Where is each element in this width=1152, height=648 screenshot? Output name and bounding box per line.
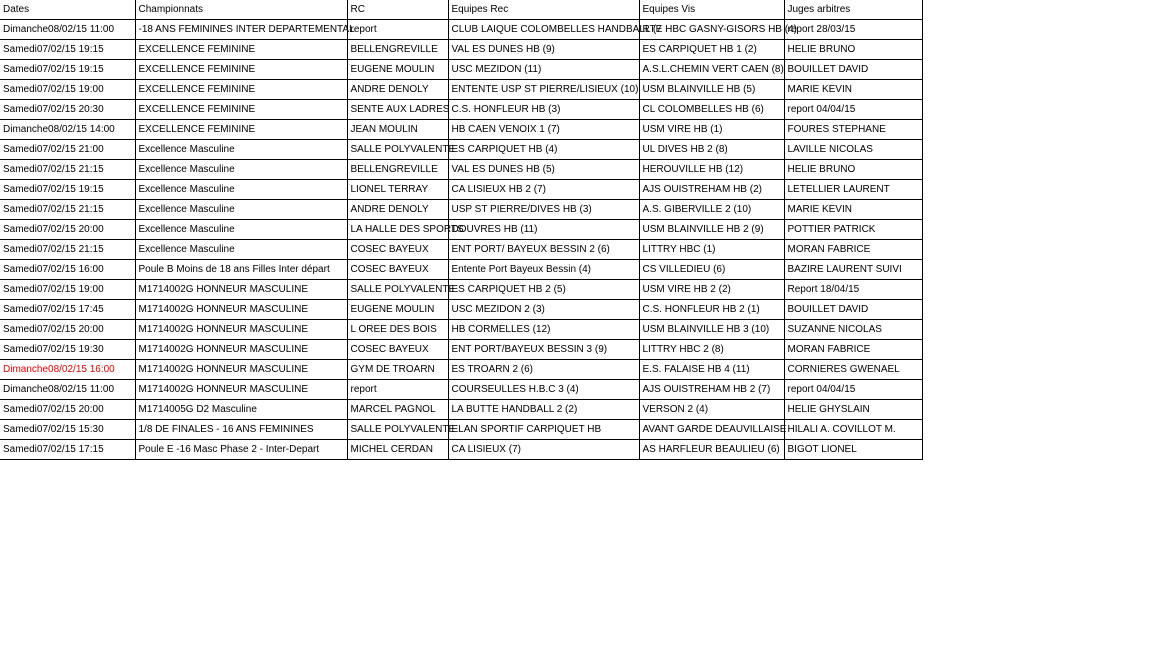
- table-row: [0, 400, 922, 420]
- table-row: [0, 60, 922, 80]
- table-row: [0, 80, 922, 100]
- cell-equipe-vis[interactable]: ES CARPIQUET HB 1 (2): [639, 40, 784, 60]
- cell-rc[interactable]: report: [347, 20, 448, 40]
- cell-equipe-rec[interactable]: COURSEULLES H.B.C 3 (4): [448, 380, 639, 400]
- cell-rc[interactable]: BELLENGREVILLE: [347, 40, 448, 60]
- cell-equipe-rec[interactable]: ES TROARN 2 (6): [448, 360, 639, 380]
- cell-championnat[interactable]: EXCELLENCE FEMININE: [135, 40, 347, 60]
- table-row: [0, 440, 922, 460]
- cell-championnat[interactable]: Poule B Moins de 18 ans Filles Inter départ: [135, 260, 347, 280]
- header-equipes-vis[interactable]: Equipes Vis: [639, 0, 784, 20]
- cell-date[interactable]: Samedi07/02/15 19:30: [0, 340, 135, 360]
- cell-date[interactable]: Samedi07/02/15 17:15: [0, 440, 135, 460]
- cell-juges-arbitres[interactable]: CORNIERES GWENAEL: [784, 360, 922, 380]
- table-row: [0, 260, 922, 280]
- cell-equipe-rec[interactable]: VAL ES DUNES HB (5): [448, 160, 639, 180]
- cell-juges-arbitres[interactable]: BAZIRE LAURENT SUIVI: [784, 260, 922, 280]
- cell-equipe-vis[interactable]: AS HARFLEUR BEAULIEU (6): [639, 440, 784, 460]
- cell-championnat[interactable]: M1714002G HONNEUR MASCULINE: [135, 360, 347, 380]
- cell-championnat[interactable]: Excellence Masculine: [135, 160, 347, 180]
- cell-date[interactable]: Samedi07/02/15 19:15: [0, 40, 135, 60]
- table-row: [0, 40, 922, 60]
- cell-date[interactable]: Dimanche08/02/15 14:00: [0, 120, 135, 140]
- cell-juges-arbitres[interactable]: FOURES STEPHANE: [784, 120, 922, 140]
- cell-rc[interactable]: SALLE POLYVALENTE: [347, 280, 448, 300]
- cell-equipe-rec[interactable]: DOUVRES HB (11): [448, 220, 639, 240]
- cell-equipe-rec[interactable]: ENT PORT/BAYEUX BESSIN 3 (9): [448, 340, 639, 360]
- cell-championnat[interactable]: Excellence Masculine: [135, 220, 347, 240]
- table-row: [0, 20, 922, 40]
- cell-date[interactable]: Samedi07/02/15 21:00: [0, 140, 135, 160]
- cell-equipe-rec[interactable]: VAL ES DUNES HB (9): [448, 40, 639, 60]
- cell-date[interactable]: Samedi07/02/15 21:15: [0, 200, 135, 220]
- cell-juges-arbitres[interactable]: report 04/04/15: [784, 100, 922, 120]
- cell-championnat[interactable]: -18 ANS FEMININES INTER DEPARTEMENTAL: [135, 20, 347, 40]
- cell-juges-arbitres[interactable]: HILALI A. COVILLOT M.: [784, 420, 922, 440]
- header-dates[interactable]: Dates: [0, 0, 135, 20]
- cell-equipe-vis[interactable]: LITTRY HBC (1): [639, 240, 784, 260]
- cell-equipe-rec[interactable]: HB CAEN VENOIX 1 (7): [448, 120, 639, 140]
- table-row: [0, 420, 922, 440]
- cell-juges-arbitres[interactable]: LAVILLE NICOLAS: [784, 140, 922, 160]
- cell-championnat[interactable]: M1714002G HONNEUR MASCULINE: [135, 380, 347, 400]
- cell-juges-arbitres[interactable]: LETELLIER LAURENT: [784, 180, 922, 200]
- table-row: [0, 320, 922, 340]
- cell-juges-arbitres[interactable]: MORAN FABRICE: [784, 240, 922, 260]
- cell-date[interactable]: Samedi07/02/15 17:45: [0, 300, 135, 320]
- cell-championnat[interactable]: M1714002G HONNEUR MASCULINE: [135, 340, 347, 360]
- cell-championnat[interactable]: M1714002G HONNEUR MASCULINE: [135, 280, 347, 300]
- table-row: [0, 220, 922, 240]
- cell-equipe-rec[interactable]: USP ST PIERRE/DIVES HB (3): [448, 200, 639, 220]
- cell-date[interactable]: Samedi07/02/15 20:00: [0, 220, 135, 240]
- table-row: [0, 360, 922, 380]
- cell-championnat[interactable]: EXCELLENCE FEMININE: [135, 120, 347, 140]
- cell-rc[interactable]: report: [347, 380, 448, 400]
- cell-date[interactable]: Samedi07/02/15 20:00: [0, 400, 135, 420]
- cell-equipe-vis[interactable]: RTE HBC GASNY-GISORS HB (4): [639, 20, 784, 40]
- cell-juges-arbitres[interactable]: report 28/03/15: [784, 20, 922, 40]
- cell-date[interactable]: Samedi07/02/15 19:15: [0, 60, 135, 80]
- cell-equipe-vis[interactable]: CL COLOMBELLES HB (6): [639, 100, 784, 120]
- cell-equipe-vis[interactable]: LITTRY HBC 2 (8): [639, 340, 784, 360]
- cell-championnat[interactable]: M1714005G D2 Masculine: [135, 400, 347, 420]
- cell-date[interactable]: Samedi07/02/15 16:00: [0, 260, 135, 280]
- cell-equipe-rec[interactable]: USC MEZIDON (11): [448, 60, 639, 80]
- cell-rc[interactable]: COSEC BAYEUX: [347, 260, 448, 280]
- cell-equipe-vis[interactable]: UL DIVES HB 2 (8): [639, 140, 784, 160]
- cell-rc[interactable]: COSEC BAYEUX: [347, 240, 448, 260]
- cell-championnat[interactable]: M1714002G HONNEUR MASCULINE: [135, 320, 347, 340]
- cell-juges-arbitres[interactable]: Report 18/04/15: [784, 280, 922, 300]
- cell-equipe-rec[interactable]: CA LISIEUX HB 2 (7): [448, 180, 639, 200]
- header-equipes-rec[interactable]: Equipes Rec: [448, 0, 639, 20]
- cell-rc[interactable]: GYM DE TROARN: [347, 360, 448, 380]
- table-row: [0, 300, 922, 320]
- cell-juges-arbitres[interactable]: HELIE BRUNO: [784, 160, 922, 180]
- cell-championnat[interactable]: Excellence Masculine: [135, 200, 347, 220]
- cell-equipe-vis[interactable]: CS VILLEDIEU (6): [639, 260, 784, 280]
- cell-date[interactable]: Samedi07/02/15 15:30: [0, 420, 135, 440]
- cell-equipe-rec[interactable]: ELAN SPORTIF CARPIQUET HB: [448, 420, 639, 440]
- cell-championnat[interactable]: EXCELLENCE FEMININE: [135, 100, 347, 120]
- table-row: [0, 200, 922, 220]
- cell-rc[interactable]: JEAN MOULIN: [347, 120, 448, 140]
- header-rc[interactable]: RC: [347, 0, 448, 20]
- cell-equipe-vis[interactable]: USM BLAINVILLE HB 2 (9): [639, 220, 784, 240]
- table-row: [0, 380, 922, 400]
- cell-rc[interactable]: SALLE POLYVALENTE: [347, 420, 448, 440]
- table-row: [0, 120, 922, 140]
- cell-equipe-rec[interactable]: ES CARPIQUET HB (4): [448, 140, 639, 160]
- cell-juges-arbitres[interactable]: report 04/04/15: [784, 380, 922, 400]
- cell-equipe-rec[interactable]: ENT PORT/ BAYEUX BESSIN 2 (6): [448, 240, 639, 260]
- header-juges-arbitres[interactable]: Juges arbitres: [784, 0, 922, 20]
- cell-juges-arbitres[interactable]: SUZANNE NICOLAS: [784, 320, 922, 340]
- cell-rc[interactable]: ANDRE DENOLY: [347, 80, 448, 100]
- cell-equipe-rec[interactable]: Entente Port Bayeux Bessin (4): [448, 260, 639, 280]
- table-row: [0, 280, 922, 300]
- cell-date[interactable]: Dimanche08/02/15 11:00: [0, 380, 135, 400]
- cell-equipe-vis[interactable]: C.S. HONFLEUR HB 2 (1): [639, 300, 784, 320]
- cell-championnat[interactable]: Excellence Masculine: [135, 240, 347, 260]
- table-row: [0, 240, 922, 260]
- cell-date[interactable]: Samedi07/02/15 20:30: [0, 100, 135, 120]
- cell-championnat[interactable]: EXCELLENCE FEMININE: [135, 80, 347, 100]
- cell-date[interactable]: Samedi07/02/15 21:15: [0, 240, 135, 260]
- cell-equipe-vis[interactable]: AVANT GARDE DEAUVILLAISE: [639, 420, 784, 440]
- cell-equipe-vis[interactable]: E.S. FALAISE HB 4 (11): [639, 360, 784, 380]
- cell-equipe-rec[interactable]: ES CARPIQUET HB 2 (5): [448, 280, 639, 300]
- table-row: [0, 160, 922, 180]
- cell-rc[interactable]: EUGENE MOULIN: [347, 60, 448, 80]
- cell-equipe-vis[interactable]: AJS OUISTREHAM HB 2 (7): [639, 380, 784, 400]
- cell-juges-arbitres[interactable]: MARIE KEVIN: [784, 80, 922, 100]
- cell-equipe-rec[interactable]: ENTENTE USP ST PIERRE/LISIEUX (10): [448, 80, 639, 100]
- cell-equipe-vis[interactable]: HEROUVILLE HB (12): [639, 160, 784, 180]
- cell-rc[interactable]: EUGENE MOULIN: [347, 300, 448, 320]
- cell-rc[interactable]: SALLE POLYVALENTE: [347, 140, 448, 160]
- cell-juges-arbitres[interactable]: BIGOT LIONEL: [784, 440, 922, 460]
- cell-date[interactable]: Samedi07/02/15 19:00: [0, 280, 135, 300]
- cell-equipe-vis[interactable]: USM BLAINVILLE HB 3 (10): [639, 320, 784, 340]
- cell-juges-arbitres[interactable]: BOUILLET DAVID: [784, 60, 922, 80]
- table-row: [0, 100, 922, 120]
- cell-rc[interactable]: SENTE AUX LADRES: [347, 100, 448, 120]
- cell-date[interactable]: Samedi07/02/15 20:00: [0, 320, 135, 340]
- cell-juges-arbitres[interactable]: HELIE BRUNO: [784, 40, 922, 60]
- cell-championnat[interactable]: Poule E -16 Masc Phase 2 - Inter-Depart: [135, 440, 347, 460]
- cell-date[interactable]: Samedi07/02/15 19:00: [0, 80, 135, 100]
- header-championnats[interactable]: Championnats: [135, 0, 347, 20]
- cell-date[interactable]: Samedi07/02/15 19:15: [0, 180, 135, 200]
- cell-date[interactable]: Dimanche08/02/15 16:00: [0, 360, 135, 380]
- cell-equipe-rec[interactable]: C.S. HONFLEUR HB (3): [448, 100, 639, 120]
- cell-equipe-vis[interactable]: USM VIRE HB 2 (2): [639, 280, 784, 300]
- cell-equipe-vis[interactable]: USM BLAINVILLE HB (5): [639, 80, 784, 100]
- cell-juges-arbitres[interactable]: MORAN FABRICE: [784, 340, 922, 360]
- cell-rc[interactable]: MICHEL CERDAN: [347, 440, 448, 460]
- cell-rc[interactable]: ANDRE DENOLY: [347, 200, 448, 220]
- cell-juges-arbitres[interactable]: HELIE GHYSLAIN: [784, 400, 922, 420]
- table-row: [0, 180, 922, 200]
- cell-equipe-vis[interactable]: USM VIRE HB (1): [639, 120, 784, 140]
- cell-championnat[interactable]: 1/8 DE FINALES - 16 ANS FEMININES: [135, 420, 347, 440]
- cell-juges-arbitres[interactable]: POTTIER PATRICK: [784, 220, 922, 240]
- table-row: [0, 340, 922, 360]
- cell-equipe-vis[interactable]: A.S.L.CHEMIN VERT CAEN (8): [639, 60, 784, 80]
- table-row: [0, 140, 922, 160]
- cell-rc[interactable]: COSEC BAYEUX: [347, 340, 448, 360]
- cell-championnat[interactable]: M1714002G HONNEUR MASCULINE: [135, 300, 347, 320]
- cell-date[interactable]: Dimanche08/02/15 11:00: [0, 20, 135, 40]
- cell-equipe-rec[interactable]: LA BUTTE HANDBALL 2 (2): [448, 400, 639, 420]
- cell-equipe-vis[interactable]: VERSON 2 (4): [639, 400, 784, 420]
- cell-rc[interactable]: LA HALLE DES SPORTS: [347, 220, 448, 240]
- cell-equipe-rec[interactable]: HB CORMELLES (12): [448, 320, 639, 340]
- cell-rc[interactable]: MARCEL PAGNOL: [347, 400, 448, 420]
- cell-equipe-rec[interactable]: CLUB LAIQUE COLOMBELLES HANDBALL (7: [448, 20, 639, 40]
- header-row: [0, 0, 922, 20]
- cell-rc[interactable]: BELLENGREVILLE: [347, 160, 448, 180]
- cell-championnat[interactable]: Excellence Masculine: [135, 180, 347, 200]
- cell-rc[interactable]: L OREE DES BOIS: [347, 320, 448, 340]
- cell-date[interactable]: Samedi07/02/15 21:15: [0, 160, 135, 180]
- cell-equipe-vis[interactable]: A.S. GIBERVILLE 2 (10): [639, 200, 784, 220]
- cell-juges-arbitres[interactable]: BOUILLET DAVID: [784, 300, 922, 320]
- cell-equipe-rec[interactable]: CA LISIEUX (7): [448, 440, 639, 460]
- cell-equipe-rec[interactable]: USC MEZIDON 2 (3): [448, 300, 639, 320]
- cell-juges-arbitres[interactable]: MARIE KEVIN: [784, 200, 922, 220]
- cell-rc[interactable]: LIONEL TERRAY: [347, 180, 448, 200]
- cell-championnat[interactable]: Excellence Masculine: [135, 140, 347, 160]
- cell-equipe-vis[interactable]: AJS OUISTREHAM HB (2): [639, 180, 784, 200]
- cell-championnat[interactable]: EXCELLENCE FEMININE: [135, 60, 347, 80]
